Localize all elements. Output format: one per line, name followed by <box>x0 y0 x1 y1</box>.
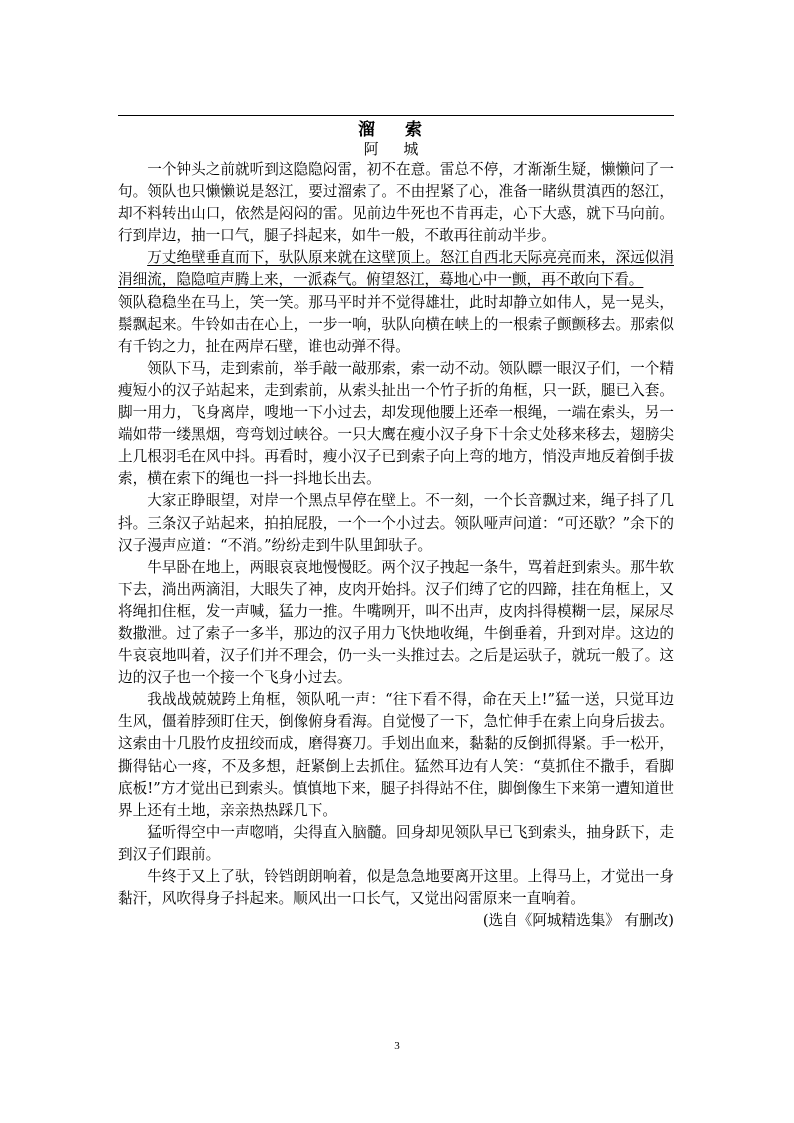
article-body <box>118 159 674 932</box>
paragraph-6: 牛早卧在地上，两眼哀哀地慢慢眨。两个汉子拽起一条牛，骂着赶到索头。那牛软下去，淌出两滴泪，大眼失了神，皮肉开始抖。汉子们缚了它的四蹄，挂在角框上，又将绳扣住框，发一声喊，猛力一推。牛嘴咧开，叫不出声，皮肉抖得模糊一层，屎尿尽数撒泄。过了索子一多半，那边的汉子用力飞快地收绳，牛倒垂着，升到对岸。这边的牛哀哀地叫着，汉子们并不理会，仍一头一头推过去。之后是运驮子，就玩一般了。这边的汉子也一个接一个飞身小过去。 <box>118 558 674 687</box>
paragraph-7: 我战战兢兢跨上角框，领队吼一声：“往下看不得，命在天上!”猛一送，只觉耳边生风，僵着脖颈盯住天，倒像俯身看海。自觉慢了一下，急忙伸手在索上向身后拔去。这索由十几股竹皮扭绞而成，磨得赛刀。手划出血来，黏黏的反倒抓得紧。手一松开，撕得钻心一疼，不及多想，赶紧倒上去抓住。猛然耳边有人笑：“莫抓住不撒手，看脚底板!”方才觉出已到索头。慎慎地下来，腿子抖得站不住，脚倒像生下来第一遭知道世界上还有土地，亲亲热热踩几下。 <box>118 691 674 819</box>
paragraph-4: 领队下马，走到索前，举手敲一敲那索，索一动不动。领队瞟一眼汉子们，一个精瘦短小的汉子站起来，走到索前，从索头扯出一个竹子折的角框，只一跃，腿已入套。脚一用力，飞身离岸，嗖地一下小过去，却发现他腰上还牵一根绳，一端在索头，另一端如带一缕黑烟，弯弯划过峡谷。一只大鹰在瘦小汉子身下十余丈处移来移去，翅膀尖上几根羽毛在风中抖。再看时，瘦小汉子已到索子向上弯的地方，悄没声地反着倒手拔索，横在索下的绳也一抖一抖地长出去。 <box>118 359 674 488</box>
paragraph-9: 牛终于又上了驮，铃铛朗朗响着，似是急急地要离开这里。上得马上，才觉出一身黏汗，风吹得身子抖起来。顺风出一口长气，又觉出闷雷原来一直响着。 <box>118 868 674 908</box>
header-rule <box>118 115 674 116</box>
paragraph-8: 猛听得空中一声唿哨，尖得直入脑髓。回身却见领队早已飞到索头，抽身跃下，走到汉子们跟前。 <box>118 823 674 863</box>
page-number: 3 <box>394 1040 400 1052</box>
article-title: 溜 索 <box>358 120 434 140</box>
paragraph-1: 一个钟头之前就听到这隐隐闷雷，初不在意。雷总不停，才渐渐生疑，懒懒问了一句。领队也只懒懒说是怒江，要过溜索了。不由捏紧了心，准备一睹纵贯滇西的怒江，却不料转出山口，依然是闷闷的雷。见前边牛死也不肯再走，心下大惑，就下马向前。行到岸边，抽一口气，腿子抖起来，如牛一般，不敢再往前动半步。 <box>118 161 674 245</box>
article-author: 阿 城 <box>363 140 429 158</box>
paragraph-2-underlined: 万丈绝壁垂直而下，驮队原来就在这壁顶上。怒江自西北天际亮亮而来，深远似涓涓细流，隐隐喧声腾上来，一派森气。俯望怒江，蓦地心中一颤，再不敢向下看。 <box>118 249 674 289</box>
source-note: (选自《阿城精选集》 有删改) <box>482 912 674 930</box>
paragraph-3: 领队稳稳坐在马上，笑一笑。那马平时并不觉得雄壮，此时却静立如伟人，晃一晃头，鬃飘起来。牛铃如击在心上，一步一响，驮队向横在峡上的一根索子颤颤移去。那索似有千钧之力，扯在两岸石壁，谁也动弹不得。 <box>118 293 674 355</box>
paragraph-5: 大家正睁眼望，对岸一个黑点早停在壁上。不一刻，一个长音飘过来，绳子抖了几抖。三条汉子站起来，拍拍屁股，一个一个小过去。领队哑声问道：“可还歇？”余下的汉子漫声应道：“不消。”纷纷走到牛队里卸驮子。 <box>118 492 674 554</box>
